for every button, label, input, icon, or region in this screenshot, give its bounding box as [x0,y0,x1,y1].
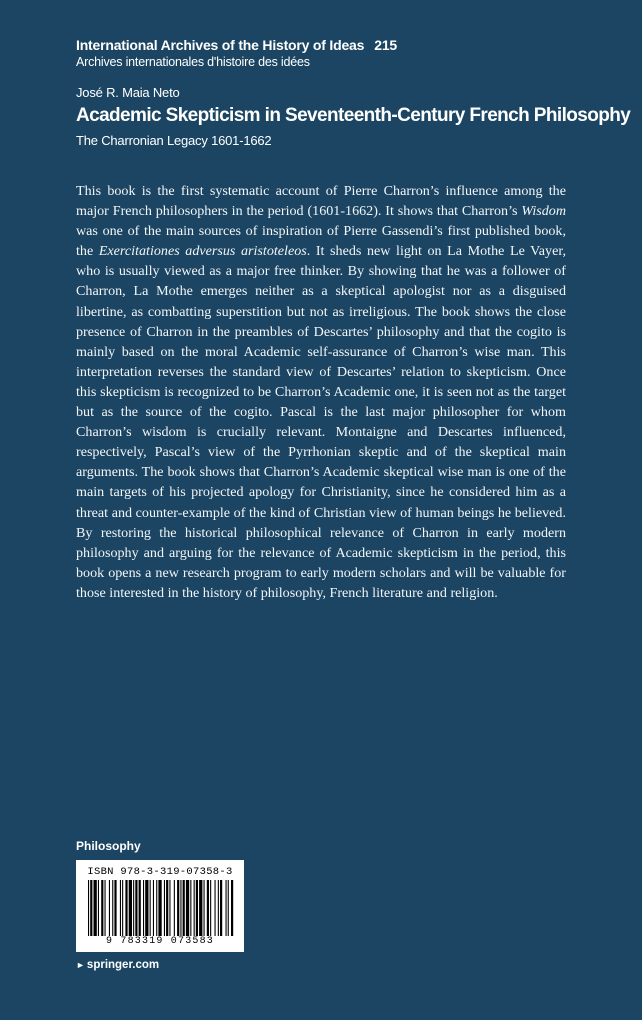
isbn-text: ISBN 978-3-319-07358-3 [87,866,233,878]
barcode-bar [122,880,123,936]
barcode-bar [112,880,113,936]
barcode-bar [169,880,170,936]
barcode-bar [135,880,137,936]
barcode-bar [215,880,216,936]
arrow-right-icon: ► [76,960,85,970]
series-block [76,36,596,71]
barcode-bar [90,880,92,936]
barcode-bar [190,880,191,936]
barcode-bars [88,880,234,936]
barcode-bar [145,880,148,936]
barcode-bar [139,880,141,936]
barcode-bar [220,880,222,936]
barcode-bar [114,880,116,936]
series-volume: 215 [374,37,397,53]
barcode-bar [129,880,132,936]
barcode-bar [226,880,227,936]
publisher-url-text: springer.com [86,959,160,971]
barcode [76,860,244,952]
blurb-italic-exercitationes: Exercitationes adversus aristoteleos [98,243,307,260]
series-name: International Archives of the History of Ideas [76,37,365,53]
barcode-bar [156,880,157,936]
barcode-bar [174,880,175,936]
blurb-text-3: . It sheds new light on La Mothe Le Vayer, who is usually viewed as a major free thinker. By showing that he was a follower of Charron, La Mothe emerges neither as a skeptical apologist nor as a disguised libertine, as combatting superstition but not as irreligious. The book shows the close presence of Charron in the preambles of Descartes’ philosophy and that the cogito is mainly based on the moral Academic self-assurance of Charron’s wise man. This interpretation reverses the standard view of Descartes’ relation to skepticism. Once this skepticism is recognized to be Charron’s Academic one, it is seen not as the target but as the source of the cogito. Pascal is the last major philosopher for whom Charron’s wisdom is crucially relevant. Montaigne and Descartes influenced, respectively, Pascal’s view of the Pyrrhonian skeptic and of the skeptical main arguments. The book shows that Charron’s Academic skeptical wise man is one of the main targets of his projected apology for Christianity, since he considered him as a threat and counter-example of the kind of Christian view of human beings he believed. By restoring the historical philosophical relevance of Charron in early modern philosophy and arguing for the relevance of Academic skepticism in the period, this book opens a new research program to early modern scholars and will be valuable for those interested in the history of philosophy, French literature and religion. [76,243,566,601]
barcode-bar [150,880,151,936]
subject-label: Philosophy [76,839,141,853]
barcode-bar [125,880,127,936]
publisher-url[interactable] [76,958,159,972]
barcode-bar [180,880,181,936]
barcode-bar [98,880,99,936]
book-title: Academic Skepticism in Seventeenth-Century French Philosophy [76,105,631,126]
author: José R. Maia Neto [76,85,180,100]
barcode-bar [133,880,134,936]
barcode-bar [101,880,103,936]
barcode-bar [196,880,198,936]
barcode-bar [166,880,168,936]
barcode-bar [109,880,110,936]
barcode-bar [94,880,97,936]
barcode-bar [105,880,106,936]
barcode-bar [186,880,189,936]
barcode-bar [158,880,161,936]
blurb-italic-wisdom: Wisdom [521,203,566,220]
barcode-bar [88,880,89,936]
barcode-bar [207,880,209,936]
blurb-text-1: This book is the first systematic account of Pierre Charron’s influence among the major French philosophers in the period (1601-1662). It shows that Charron’s [76,183,566,220]
series-title [76,36,596,54]
barcode-bar [199,880,202,936]
series-subtitle: Archives internationales d'histoire des idées [76,55,310,69]
barcode-bar [218,880,219,936]
book-subtitle: The Charronian Legacy 1601-1662 [76,133,272,148]
barcode-bar [231,880,233,936]
barcode-bar [183,880,185,936]
barcode-bar [153,880,154,936]
barcode-bar [204,880,205,936]
barcode-digits: 9 783319 073583 [105,936,214,947]
barcode-bar [164,880,165,936]
barcode-bar [177,880,179,936]
barcode-bar [120,880,121,936]
barcode-bar [228,880,229,936]
blurb [76,181,566,603]
barcode-bar [143,880,144,936]
blurb-text-2: was one of the main sources of inspiration of Pierre Gassendi’s first published book, the [76,223,566,260]
barcode-bar [194,880,195,936]
barcode-bar [210,880,211,936]
